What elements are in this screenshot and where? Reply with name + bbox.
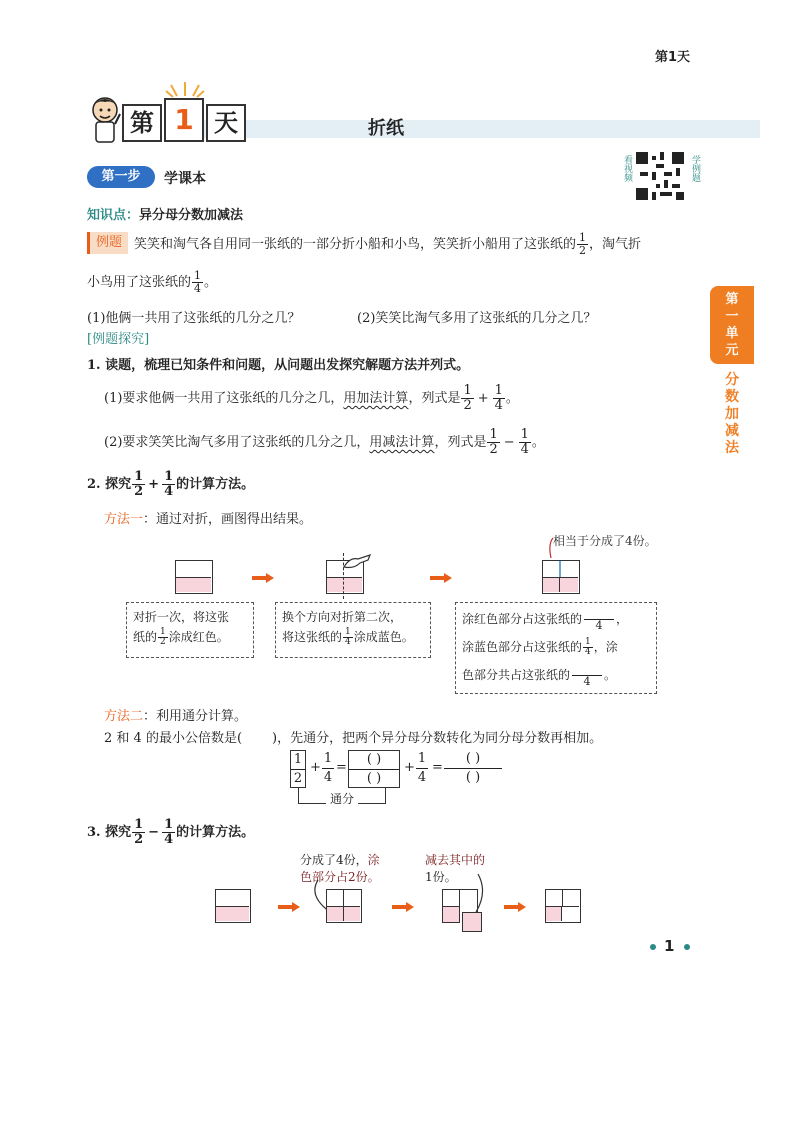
paper-step-4 <box>545 889 581 923</box>
method-2: 方法二：利用通分计算。 <box>104 709 248 724</box>
page-dot-right-icon <box>684 944 690 950</box>
banner-bar <box>200 120 760 138</box>
section-1-title: 1. 读题，梳理已知条件和问题，从问题出发探究解题方法并列式。 <box>87 358 470 373</box>
cartoon-mascot-icon <box>88 94 122 144</box>
method-1: 方法一：通过对折，画图得出结果。 <box>104 512 313 527</box>
explain-box-1: 对折一次，将这张 纸的 $\frac{1}{2}$ 涂成红色。 <box>126 602 254 658</box>
banner-char-tian: 天 <box>206 104 246 142</box>
header-day-label: 第1天 <box>655 50 691 65</box>
example-question-1: (1)他俩一共用了这张纸的几分之几？ <box>87 311 301 326</box>
paper-folded-once <box>175 560 213 594</box>
section-2-title: 2. 探究 $\frac{1}{2}$ + $\frac{1}{4}$ 的计算方法。 <box>87 469 255 499</box>
arrow-4-icon <box>392 901 414 916</box>
knowledge-label: 知识点： <box>87 208 140 223</box>
callout-pointer-icon <box>546 536 558 560</box>
tongfen-label: 通分 <box>326 790 358 807</box>
arrow-5-icon <box>504 901 526 916</box>
folding-hand-icon <box>342 553 372 571</box>
example-line-1: 笑笑和淘气各自用同一张纸的一部分折小船和小鸟，笑笑折小船用了这张纸的 $\frac{1}{2}$ ，淘气折 <box>134 231 642 257</box>
example-line-2: 小鸟用了这张纸的 $\frac{1}{4}$ 。 <box>87 269 218 295</box>
page-number: 1 <box>664 937 675 955</box>
example-tag: 例题 <box>87 232 128 254</box>
fraction-quarter: $\frac{1}{4}$ <box>194 269 202 295</box>
banner-char-di: 第 <box>122 104 162 142</box>
sun-rays-icon <box>165 78 205 98</box>
tongfen-equation: 1 2 + 1 4 = ( ) ( ) + 1 4 = ( ) ( ) <box>290 750 510 790</box>
paper-quartered <box>542 560 580 594</box>
banner-char-number: 1 <box>164 98 204 142</box>
callout-text: 相当于分成了4份。 <box>553 534 657 548</box>
explore-tag: [例题探究] <box>87 332 150 347</box>
paper-step-1 <box>215 889 251 923</box>
paper-step-2 <box>326 889 362 923</box>
explain-box-2: 换个方向对折第二次， 将这张纸的 $\frac{1}{4}$ 涂成蓝色。 <box>275 602 431 658</box>
banner-topic: 折纸 <box>368 118 404 139</box>
explain-box-3: 涂红色部分占这张纸的 4 ， 涂蓝色部分占这张纸的 $\frac{1}{4}$ ，涂 色部分共占这张纸的 4 。 <box>455 602 657 694</box>
annotation-2: 减去其中的 1份。 <box>425 853 486 884</box>
step-title: 学课本 <box>164 171 206 187</box>
arrow-2-icon <box>430 572 452 587</box>
section-3-title: 3. 探究 $\frac{1}{2}$ − $\frac{1}{4}$ 的计算方法。 <box>87 817 255 847</box>
annotation-1: 分成了4份，涂 色部分占2份。 <box>300 853 380 884</box>
fraction-half: $\frac{1}{2}$ <box>579 231 587 257</box>
example-question-2: (2)笑笑比淘气多用了这张纸的几分之几？ <box>357 311 597 326</box>
section-1-line-1: (1)要求他俩一共用了这张纸的几分之几，用加法计算，列式是 $\frac{1}{2}$ + $\frac{1}{4}$ 。 <box>104 383 519 413</box>
page-dot-left-icon <box>650 944 656 950</box>
side-unit-tab: 第 一 单 元 <box>710 286 754 364</box>
qr-right-text: 学例题 <box>690 155 700 182</box>
section-1-line-2: (2)要求笑笑比淘气多用了这张纸的几分之几，用减法计算，列式是 $\frac{1}{2}$ − $\frac{1}{4}$ 。 <box>104 427 545 457</box>
arrow-1-icon <box>252 572 274 587</box>
side-topic: 分 数 加 减 法 <box>725 372 739 456</box>
qr-code-icon[interactable] <box>636 152 684 200</box>
knowledge-text: 异分母分数加减法 <box>139 208 244 223</box>
lcm-line: 2 和 4 的最小公倍数是( )，先通分，把两个异分母分数转化为同分母分数再相加。 <box>104 731 603 746</box>
step-pill: 第一步 <box>87 166 155 188</box>
arrow-3-icon <box>278 901 300 916</box>
qr-left-text: 看视频 <box>622 155 632 182</box>
removed-piece <box>462 912 482 932</box>
